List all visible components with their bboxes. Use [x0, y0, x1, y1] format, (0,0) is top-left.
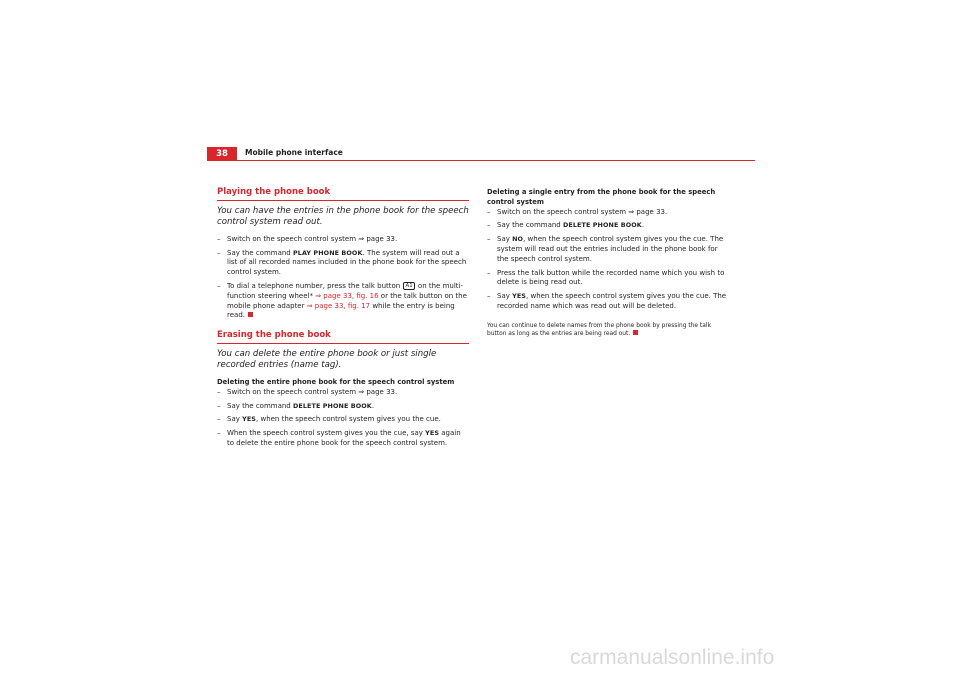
cross-reference-link[interactable]: ⇒ page 33, fig. 16	[315, 291, 379, 300]
section-end-icon	[633, 330, 638, 335]
step-item: – To dial a telephone number, press the talk button A1 on the multi-function steering wheel* ⇒ page 33, fig. 16 or the talk button on the mobile phone adapter ⇒ page 33, fig. 17 while the entry is being read.	[217, 282, 469, 321]
step-item: – Press the talk button while the recorded name which you wish to delete is being read out.	[487, 269, 727, 289]
steps-playing	[217, 235, 469, 321]
running-title: Mobile phone interface	[245, 148, 343, 157]
talk-button-badge-icon: A1	[405, 282, 413, 289]
arrow-icon: ⇒	[358, 387, 365, 396]
note-text: You can continue to delete names from the phone book by pressing the talk button as long as the entries are being read out.	[487, 322, 711, 338]
header-rule	[207, 160, 755, 161]
subhead-delete-single: Deleting a single entry from the phone book for the speech control system	[487, 188, 716, 206]
steps-delete-all	[217, 388, 469, 449]
voice-command: PLAY PHONE BOOK	[292, 248, 363, 257]
step-item: – Switch on the speech control system ⇒ page 33.	[217, 388, 469, 398]
voice-command: YES	[512, 292, 527, 301]
step-item: – Switch on the speech control system ⇒ page 33.	[217, 235, 469, 245]
step-item: – Say YES, when the speech control system gives you the cue.	[217, 415, 469, 425]
watermark: carmanualsonline.info	[570, 646, 775, 669]
arrow-icon: ⇒	[628, 207, 635, 216]
voice-command: YES	[425, 429, 440, 438]
steps-delete-single	[487, 208, 727, 312]
step-item: – Say the command PLAY PHONE BOOK. The system will read out a list of all recorded names included in the phone book for the speech control system.	[217, 249, 469, 278]
step-item: – Switch on the speech control system ⇒ page 33.	[487, 208, 727, 218]
section-intro-playing: You can have the entries in the phone book for the speech control system read out.	[217, 205, 469, 228]
page-header	[207, 147, 755, 161]
page-number: 38	[207, 147, 237, 161]
section-title-playing: Playing the phone book	[217, 188, 469, 201]
left-column	[217, 188, 469, 453]
section-end-icon	[248, 312, 253, 317]
voice-command: NO	[512, 235, 524, 244]
step-item: – Say the command DELETE PHONE BOOK.	[217, 402, 469, 412]
step-item: – Say the command DELETE PHONE BOOK.	[487, 221, 727, 231]
right-column	[487, 188, 727, 345]
voice-command: YES	[242, 415, 257, 424]
section-erasing	[217, 331, 469, 449]
subhead-delete-all: Deleting the entire phone book for the speech control system	[217, 377, 455, 386]
step-item: – Say YES, when the speech control system gives you the cue. The recorded name which was read out will be deleted.	[487, 292, 727, 312]
section-intro-erasing: You can delete the entire phone book or just single recorded entries (name tag).	[217, 348, 437, 371]
voice-command: DELETE PHONE BOOK	[292, 401, 372, 410]
step-item: – When the speech control system gives you the cue, say YES again to delete the entire phone book for the speech control system.	[217, 429, 469, 449]
voice-command: DELETE PHONE BOOK	[562, 221, 642, 230]
step-item: – Say NO, when the speech control system gives you the cue. The system will read out the entries included in the phone book for the speech control system.	[487, 235, 727, 264]
section-title-erasing: Erasing the phone book	[217, 331, 469, 344]
cross-reference-link[interactable]: ⇒ page 33, fig. 17	[306, 301, 371, 310]
arrow-icon: ⇒	[358, 234, 365, 243]
